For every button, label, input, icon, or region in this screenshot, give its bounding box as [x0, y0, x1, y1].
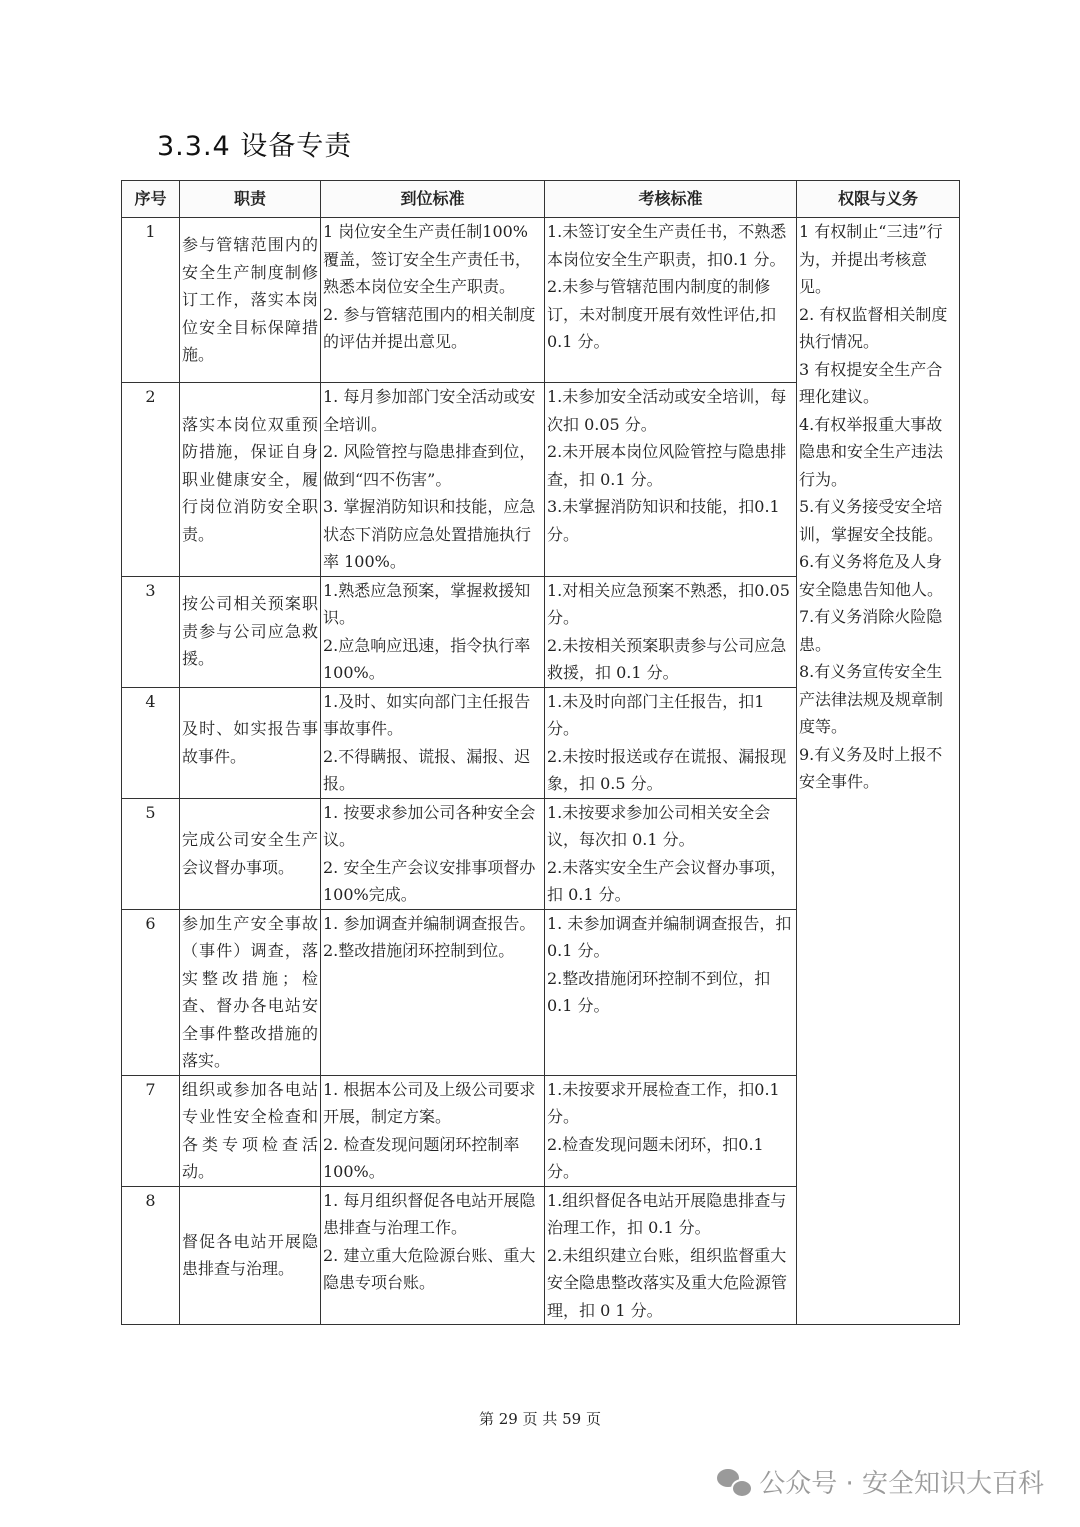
- assessment-item: 2.未按相关预案职责参与公司应急救援，扣 0.1 分。: [547, 635, 787, 682]
- assessment-item: 1.未参加安全活动或安全培训，每次扣 0.05 分。: [547, 387, 787, 434]
- row-seq: 6: [122, 909, 180, 1075]
- row-standard: [321, 218, 545, 383]
- row-standard: [321, 798, 545, 909]
- header-duty: 职责: [180, 181, 321, 218]
- row-duty: 完成公司安全生产会议督办事项。: [180, 798, 321, 909]
- assessment-item: 1. 未参加调查并编制调查报告，扣 0.1 分。: [547, 913, 792, 960]
- assessment-item: 2.未组织建立台账，组织监督重大安全隐患整改落实及重大危险源管理，扣 0 1 分。: [547, 1245, 788, 1320]
- row-standard: [321, 1075, 545, 1186]
- assessment-item: 2.未开展本岗位风险管控与隐患排查，扣 0.1 分。: [547, 442, 787, 489]
- row-seq: 7: [122, 1075, 180, 1186]
- standard-item: 2. 风险管控与隐患排查到位，做到“四不伤害”。: [323, 442, 536, 489]
- row-seq: 8: [122, 1186, 180, 1325]
- row-duty: 参与管辖范围内的安全生产制度制修订工作，落实本岗位安全目标保障措施。: [180, 218, 321, 383]
- row-standard: [321, 687, 545, 798]
- rights-item: 3 有权提安全生产合理化建议。: [799, 359, 943, 406]
- watermark-text: 公众号 · 安全知识大百科: [759, 1469, 1044, 1499]
- row-assessment: [545, 687, 797, 798]
- row-seq: 1: [122, 218, 180, 383]
- row-duty: 落实本岗位双重预防措施，保证自身职业健康安全，履行岗位消防安全职责。: [180, 383, 321, 577]
- standard-item: 1. 按要求参加公司各种安全会议。: [323, 802, 536, 849]
- standard-item: 2. 参与管辖范围内的相关制度的评估并提出意见。: [323, 304, 536, 351]
- row-seq: 4: [122, 687, 180, 798]
- row-assessment: [545, 1075, 797, 1186]
- row-standard: [321, 909, 545, 1075]
- header-standard: 到位标准: [321, 181, 545, 218]
- standard-item: 3. 掌握消防知识和技能，应急状态下消防应急处置措施执行率 100%。: [323, 497, 536, 571]
- header-rights: 权限与义务: [797, 181, 960, 218]
- row-duty: 按公司相关预案职责参与公司应急救援。: [180, 576, 321, 687]
- assessment-item: 2.未落实安全生产会议督办事项，扣 0.1 分。: [547, 857, 787, 904]
- row-duty: 组织或参加各电站专业性安全检查和各类专项检查活动。: [180, 1075, 321, 1186]
- rights-item: 1 有权制止“三违”行为，并提出考核意见。: [799, 222, 943, 296]
- row-duty: 参加生产安全事故（事件）调查，落实整改措施；检查、督办各电站安全事件整改措施的落实。: [180, 909, 321, 1075]
- row-seq: 3: [122, 576, 180, 687]
- standard-item: 1. 每月参加部门安全活动或安全培训。: [323, 387, 536, 434]
- row-assessment: [545, 1186, 797, 1325]
- assessment-item: 1.未签订安全生产责任书，不熟悉本岗位安全生产职责，扣0.1 分。: [547, 222, 787, 269]
- standard-item: 2. 安全生产会议安排事项督办 100%完成。: [323, 857, 536, 904]
- rights-item: 9.有义务及时上报不安全事件。: [799, 744, 943, 791]
- rights-item: 7.有义务消除火险隐患。: [799, 607, 943, 654]
- header-seq: 序号: [122, 181, 180, 218]
- standard-item: 2.不得瞒报、谎报、漏报、迟报。: [323, 746, 531, 793]
- row-assessment: [545, 576, 797, 687]
- standard-item: 2.整改措施闭环控制到位。: [323, 941, 515, 960]
- section-title: 3.3.4 设备专责: [157, 131, 353, 162]
- assessment-item: 2.整改措施闭环控制不到位，扣 0.1 分。: [547, 968, 771, 1015]
- row-standard: [321, 383, 545, 577]
- wechat-icon: [717, 1467, 751, 1497]
- duty-table: [121, 180, 960, 1325]
- standard-item: 1.及时、如实向部门主任报告事故事件。: [323, 691, 531, 738]
- assessment-item: 2.未参与管辖范围内制度的制修订，未对制度开展有效性评估,扣 0.1 分。: [547, 277, 777, 351]
- rights-item: 5.有义务接受安全培训，掌握安全技能。: [799, 497, 944, 544]
- assessment-item: 1.未及时向部门主任报告，扣1 分。: [547, 691, 765, 738]
- standard-item: 1 岗位安全生产责任制100%覆盖，签订安全生产责任书，熟悉本岗位安全生产职责。: [323, 222, 532, 296]
- standard-item: 2.应急响应迅速，指令执行率 100%。: [323, 635, 531, 682]
- row-assessment: [545, 909, 797, 1075]
- row-standard: [321, 576, 545, 687]
- row-seq: 5: [122, 798, 180, 909]
- row-seq: 2: [122, 383, 180, 577]
- assessment-item: 3.未掌握消防知识和技能，扣0.1 分。: [547, 497, 780, 544]
- assessment-item: 2.检查发现问题未闭环，扣0.1 分。: [547, 1134, 764, 1181]
- assessment-item: 1.未按要求开展检查工作，扣0.1 分。: [547, 1079, 780, 1126]
- row-duty: 督促各电站开展隐患排查与治理。: [180, 1186, 321, 1325]
- standard-item: 2. 建立重大危险源台账、重大隐患专项台账。: [323, 1245, 536, 1292]
- row-assessment: [545, 218, 797, 383]
- standard-item: 1. 根据本公司及上级公司要求开展，制定方案。: [323, 1079, 536, 1126]
- table-row: [122, 218, 960, 383]
- assessment-item: 2.未按时报送或存在谎报、漏报现象，扣 0.5 分。: [547, 746, 787, 793]
- row-assessment: [545, 798, 797, 909]
- table-header-row: [122, 181, 960, 218]
- assessment-item: 1.组织督促各电站开展隐患排查与治理工作，扣 0.1 分。: [547, 1190, 787, 1237]
- assessment-item: 1.未按要求参加公司相关安全会议，每次扣 0.1 分。: [547, 802, 771, 849]
- assessment-item: 1.对相关应急预案不熟悉，扣0.05 分。: [547, 580, 790, 627]
- row-duty: 及时、如实报告事故事件。: [180, 687, 321, 798]
- standard-item: 1.熟悉应急预案，掌握救援知识。: [323, 580, 531, 627]
- header-assessment: 考核标准: [545, 181, 797, 218]
- standard-item: 1. 每月组织督促各电站开展隐患排查与治理工作。: [323, 1190, 536, 1237]
- rights-cell: [797, 218, 960, 1325]
- rights-item: 2. 有权监督相关制度执行情况。: [799, 304, 948, 351]
- page-footer: 第 29 页 共 59 页: [478, 1410, 601, 1428]
- rights-item: 8.有义务宣传安全生产法律法规及规章制度等。: [799, 662, 944, 736]
- watermark: [717, 1463, 1044, 1500]
- rights-item: 6.有义务将危及人身安全隐患告知他人。: [799, 552, 944, 599]
- standard-item: 2. 检查发现问题闭环控制率 100%。: [323, 1134, 520, 1181]
- rights-item: 4.有权举报重大事故隐患和安全生产违法行为。: [799, 414, 944, 489]
- row-standard: [321, 1186, 545, 1325]
- row-assessment: [545, 383, 797, 577]
- standard-item: 1. 参加调查并编制调查报告。: [323, 913, 536, 933]
